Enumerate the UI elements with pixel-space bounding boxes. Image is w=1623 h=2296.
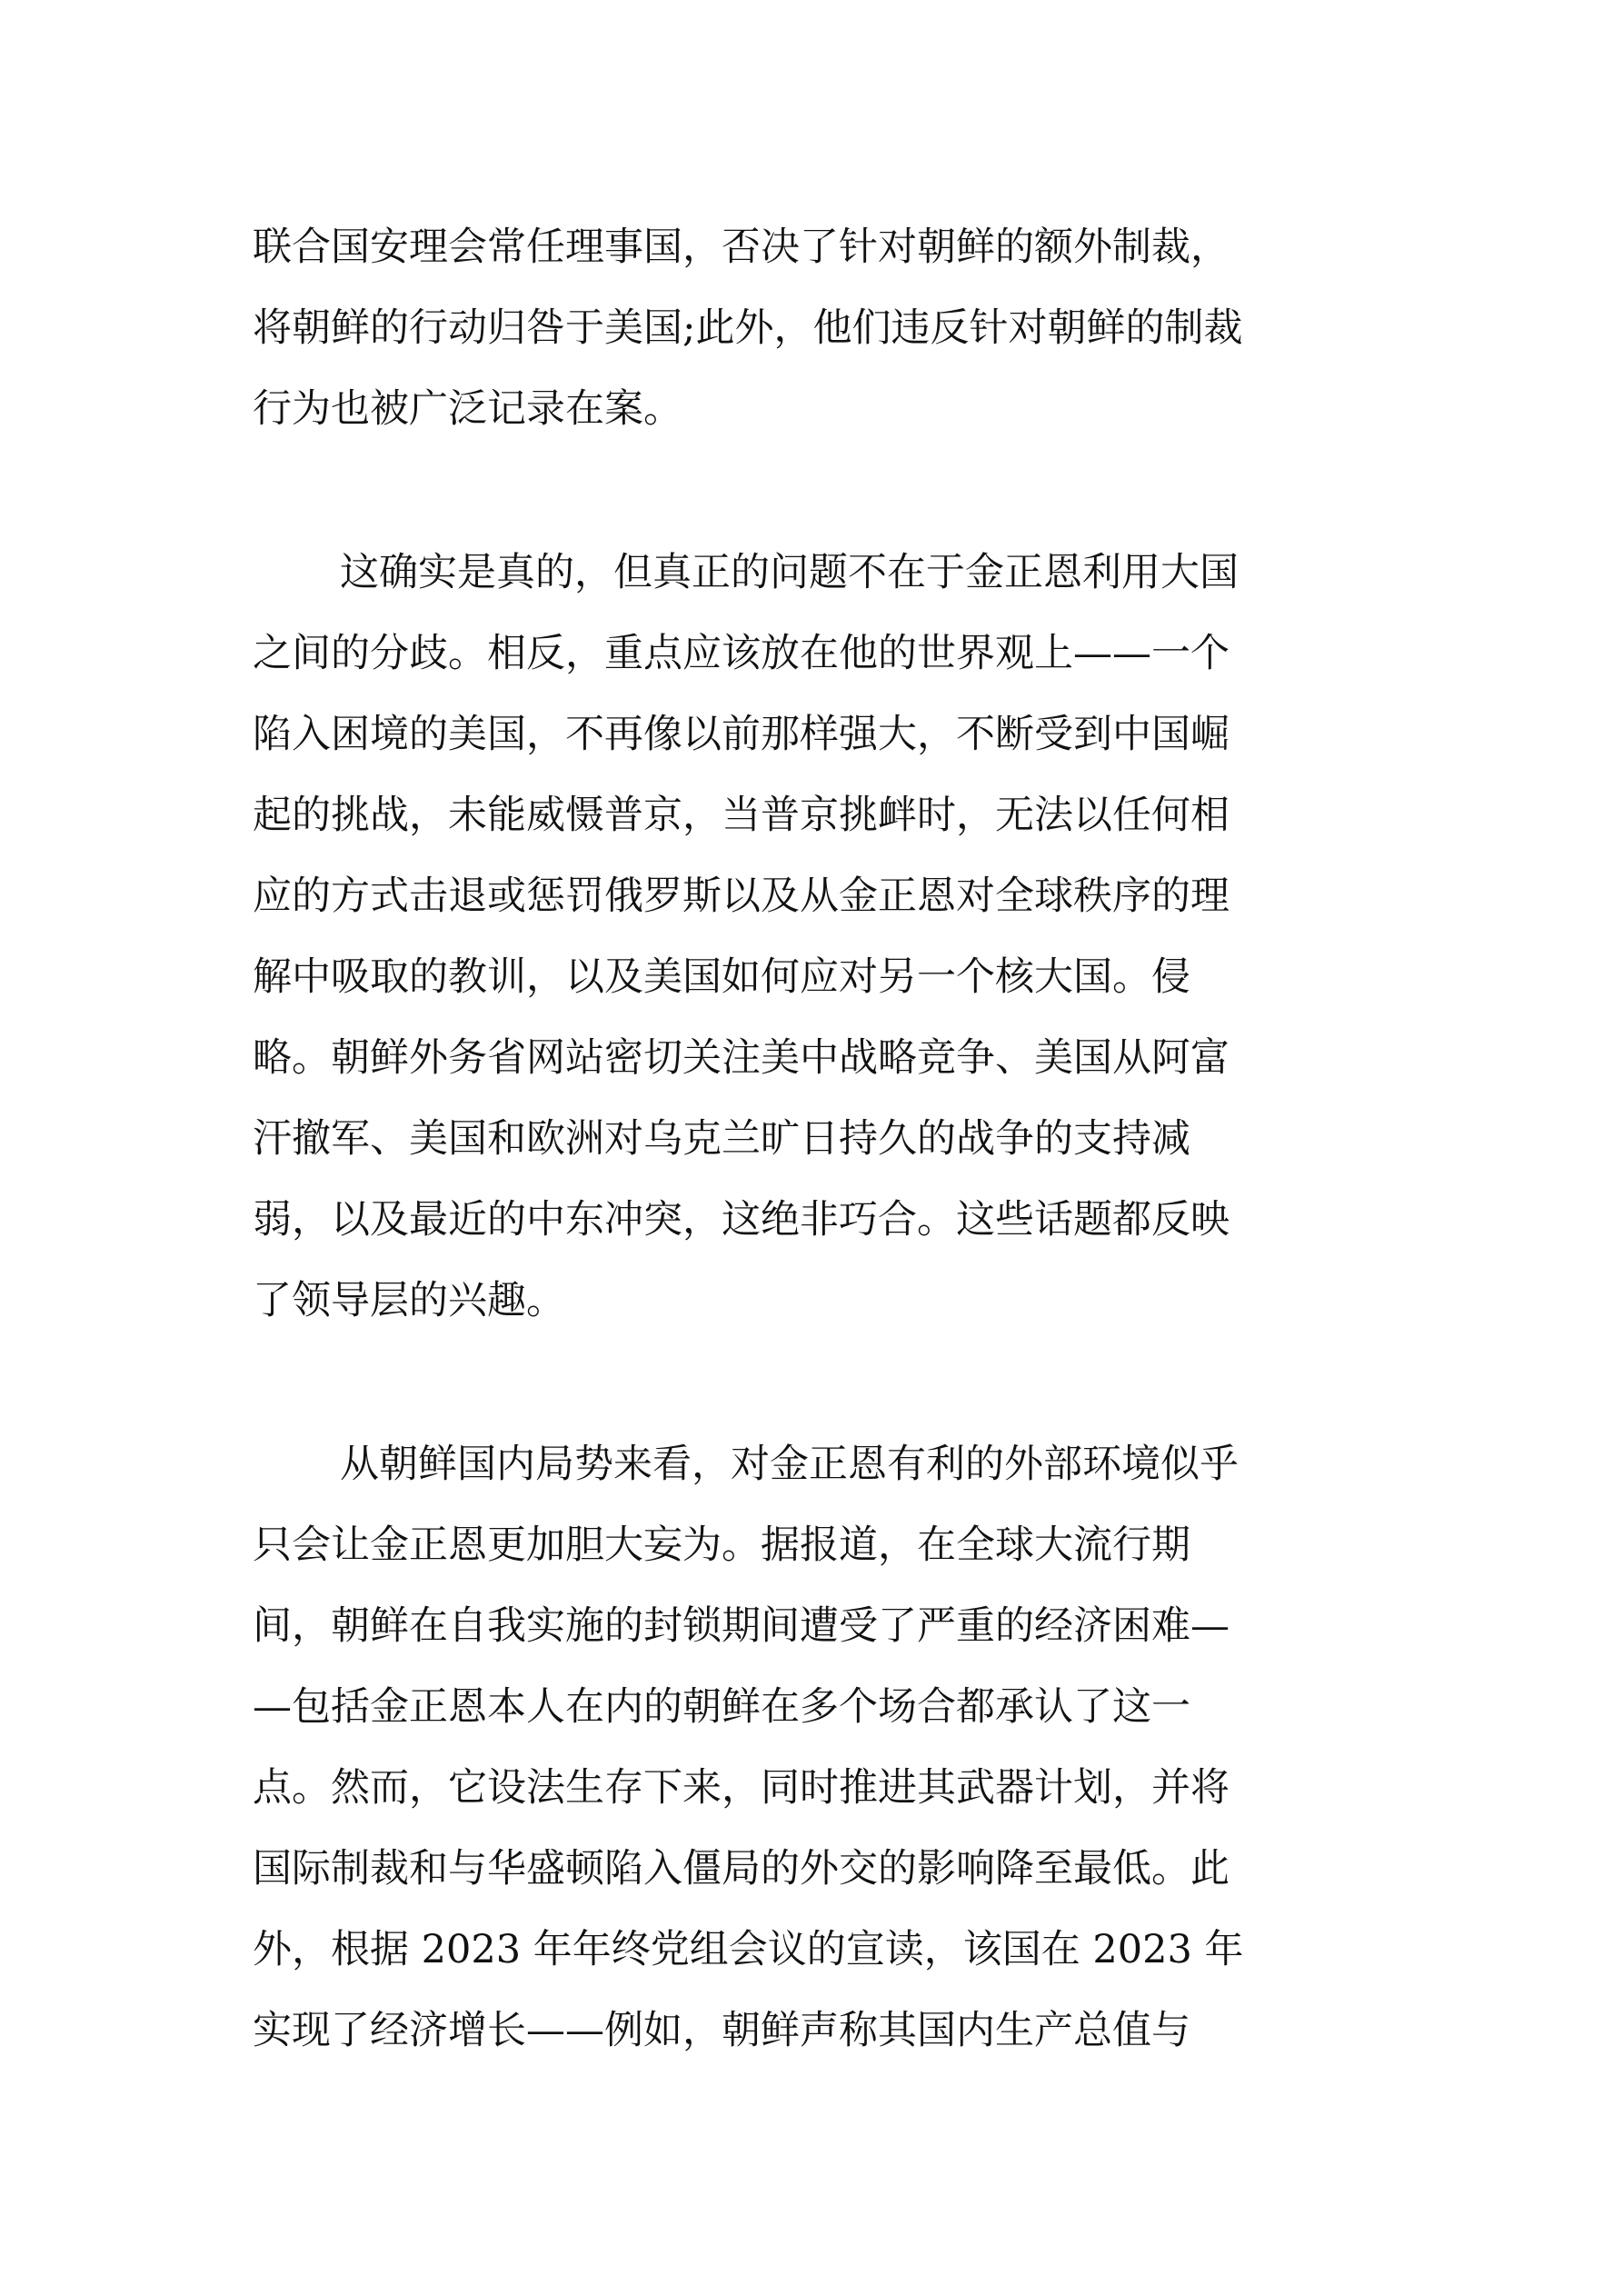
paragraph-2: [253, 533, 1379, 1342]
paragraph-gap: [253, 450, 1379, 533]
paragraph-line: 汗撤军、美国和欧洲对乌克兰旷日持久的战争的支持减: [253, 1116, 1190, 1162]
paragraph-1: [253, 207, 1379, 450]
paragraph-line: 间，朝鲜在自我实施的封锁期间遭受了严重的经济困难—: [253, 1603, 1230, 1649]
paragraph-line: 点。然而，它设法生存下来，同时推进其武器计划，并将: [253, 1765, 1230, 1811]
paragraph-line: 行为也被广泛记录在案。: [253, 386, 682, 432]
paragraph-line: 联合国安理会常任理事国，否决了针对朝鲜的额外制裁，: [253, 225, 1230, 270]
document-body: [253, 207, 1379, 2071]
paragraph-3: [253, 1424, 1379, 2071]
paragraph-line: 略。朝鲜外务省网站密切关注美中战略竞争、美国从阿富: [253, 1035, 1230, 1081]
paragraph-line: 了领导层的兴趣。: [253, 1278, 565, 1323]
paragraph-line: 弱，以及最近的中东冲突，这绝非巧合。这些话题都反映: [253, 1197, 1230, 1243]
paragraph-line: 之间的分歧。相反，重点应该放在他的世界观上——一个: [253, 631, 1230, 676]
paragraph-gap: [253, 1342, 1379, 1424]
paragraph-line: 这确实是真的，但真正的问题不在于金正恩利用大国: [340, 550, 1239, 595]
paragraph-line: 将朝鲜的行动归咎于美国;此外，他们违反针对朝鲜的制裁: [253, 305, 1243, 351]
paragraph-line: 国际制裁和与华盛顿陷入僵局的外交的影响降至最低。此: [253, 1846, 1230, 1892]
paragraph-line: 陷入困境的美国，不再像以前那样强大，不断受到中国崛: [253, 712, 1230, 757]
paragraph-line: 起的挑战，未能威慑普京，当普京挑衅时，无法以任何相: [253, 793, 1230, 838]
paragraph-line: —包括金正恩本人在内的朝鲜在多个场合都承认了这一: [253, 1684, 1190, 1730]
paragraph-line: 应的方式击退或惩罚俄罗斯以及从金正恩对全球秩序的理: [253, 873, 1230, 919]
paragraph-line: 从朝鲜国内局势来看，对金正恩有利的外部环境似乎: [340, 1442, 1239, 1487]
paragraph-line: 只会让金正恩更加胆大妄为。据报道，在全球大流行期: [253, 1522, 1190, 1568]
paragraph-line: 解中吸取的教训，以及美国如何应对另一个核大国。侵: [253, 954, 1190, 1000]
paragraph-line: 实现了经济增长——例如，朝鲜声称其国内生产总值与: [253, 2008, 1190, 2053]
paragraph-line: 外，根据 2023 年年终党组会议的宣读，该国在 2023 年: [253, 1927, 1244, 1972]
